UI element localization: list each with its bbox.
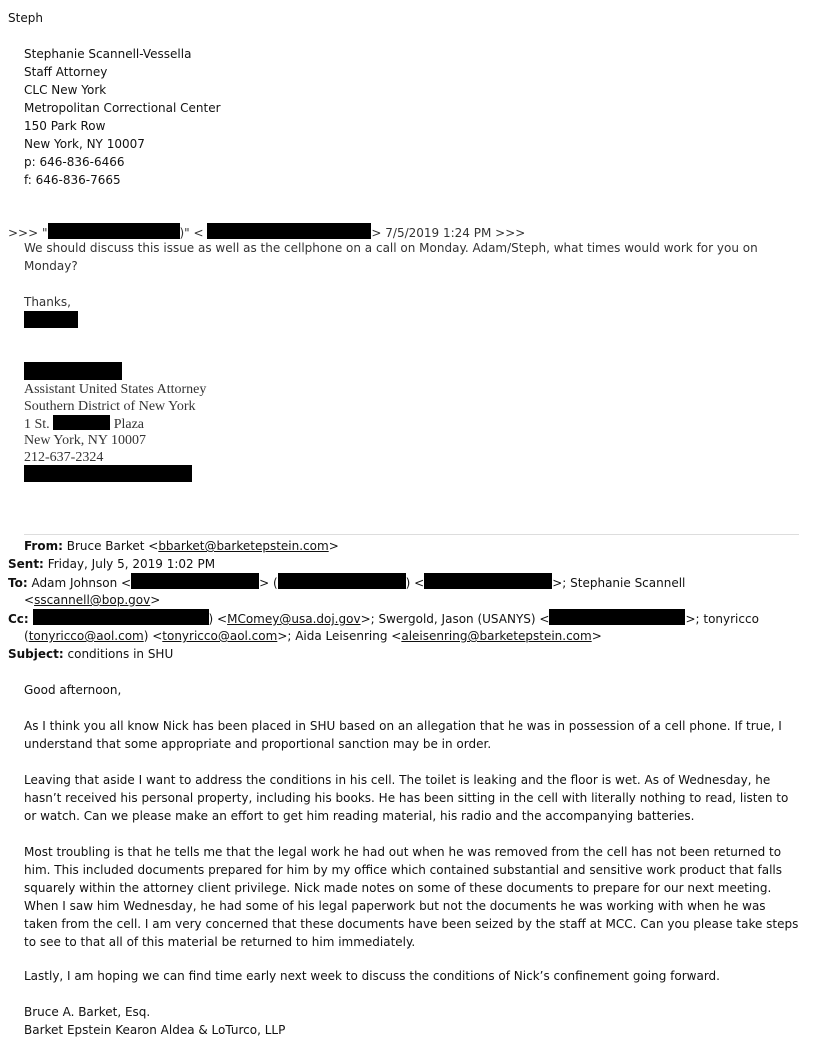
ausa-phone: 212-637-2324 bbox=[24, 450, 104, 465]
quote-mid: )" < bbox=[179, 226, 204, 240]
subject-line: Subject: conditions in SHU bbox=[8, 647, 174, 661]
quote-prefix: >>> " bbox=[8, 226, 48, 240]
signature-line: p: 646-836-6466 bbox=[24, 155, 125, 169]
reply-body: We should discuss this issue as well as the cellphone on a call on Monday. Adam/Steph, what times would work for you on Monday? bbox=[24, 241, 758, 273]
signature-line: 150 Park Row bbox=[24, 119, 106, 133]
from-line: From: Bruce Barket <bbarket@barketepstein.com> bbox=[24, 539, 339, 553]
redaction bbox=[24, 362, 122, 380]
cc-email-link[interactable]: tonyricco@aol.com bbox=[162, 629, 278, 643]
signature-line: Metropolitan Correctional Center bbox=[24, 101, 221, 115]
redaction bbox=[24, 465, 192, 482]
ausa-city: New York, NY 10007 bbox=[24, 433, 146, 448]
paragraph: Lastly, I am hoping we can find time early next week to discuss the conditions of Nick’s confinement going forward. bbox=[24, 969, 720, 983]
ausa-title: Assistant United States Attorney bbox=[24, 382, 207, 397]
ausa-street: 1 St. Plaza bbox=[24, 417, 145, 432]
cc-email-link[interactable]: aleisenring@barketepstein.com bbox=[401, 629, 592, 643]
paragraph: Leaving that aside I want to address the conditions in his cell. The toilet is leaking and the floor is wet. As of Wednesday, he hasn’t received his personal property, including his books. He has been sitting in the cell with literally nothing to read, listen to or watch. Can we please make an effort to get him reading material, his radio and the accompanying batteries. bbox=[24, 773, 789, 823]
closing-firm: Barket Epstein Kearon Aldea & LoTurco, LLP bbox=[24, 1023, 286, 1037]
sent-line: Sent: Friday, July 5, 2019 1:02 PM bbox=[8, 557, 216, 571]
to-email-link[interactable]: sscannell@bop.gov bbox=[34, 593, 151, 607]
cc-line: Cc: ) <MComey@usa.doj.gov>; Swergold, Jason (USANYS) < >; tonyricco bbox=[8, 609, 759, 628]
signature-line: CLC New York bbox=[24, 83, 107, 97]
redaction bbox=[131, 573, 259, 589]
top-name: Steph bbox=[8, 11, 43, 25]
divider bbox=[24, 534, 799, 535]
signature-line: f: 646-836-7665 bbox=[24, 173, 121, 187]
signature-line: New York, NY 10007 bbox=[24, 137, 145, 151]
signature-line: Stephanie Scannell-Vessella bbox=[24, 47, 192, 61]
paragraph: Most troubling is that he tells me that the legal work he had out when he was removed from the cell has not been returned to him. This included documents prepared for him by my office which contained substantial and sensitive work product that falls squarely within the attorney client privilege. Nick made notes on some of these documents to prepare for our next meeting. When I saw him Wednesday, he had some of his legal paperwork but not the documents he was working with when he was taken from the cell. I am very concerned that these documents have been seized by the staff at MCC. Can you please take steps to see to that all of this material be returned to him immediately. bbox=[24, 845, 799, 949]
to-line: To: Adam Johnson < > ( ) < >; Stephanie Scannell bbox=[8, 573, 685, 592]
cc-email-link[interactable]: MComey@usa.doj.gov bbox=[227, 612, 361, 626]
redaction bbox=[207, 223, 371, 239]
signature-line: Staff Attorney bbox=[24, 65, 108, 79]
redaction bbox=[549, 609, 685, 625]
cc-line-2: (tonyricco@aol.com) <tonyricco@aol.com>; Aida Leisenring <aleisenring@barketepstein.com> bbox=[24, 629, 602, 643]
greeting: Good afternoon, bbox=[24, 683, 122, 697]
redaction bbox=[48, 223, 180, 239]
cc-email-link[interactable]: tonyricco@aol.com bbox=[28, 629, 144, 643]
closing-name: Bruce A. Barket, Esq. bbox=[24, 1005, 151, 1019]
redaction bbox=[424, 573, 552, 589]
paragraph: As I think you all know Nick has been placed in SHU based on an allegation that he was in possession of a cell phone. If true, I understand that some appropriate and proportional sanction may be in order. bbox=[24, 719, 782, 751]
redaction bbox=[53, 415, 110, 430]
ausa-district: Southern District of New York bbox=[24, 399, 196, 414]
redaction bbox=[24, 311, 78, 328]
redaction bbox=[33, 609, 209, 625]
from-email-link[interactable]: bbarket@barketepstein.com bbox=[158, 539, 329, 553]
to-line-2: <sscannell@bop.gov> bbox=[24, 593, 161, 607]
reply-thanks: Thanks, bbox=[24, 295, 71, 309]
redaction bbox=[278, 573, 406, 589]
quote-date: > 7/5/2019 1:24 PM >>> bbox=[371, 226, 526, 240]
signature-block bbox=[24, 45, 221, 189]
